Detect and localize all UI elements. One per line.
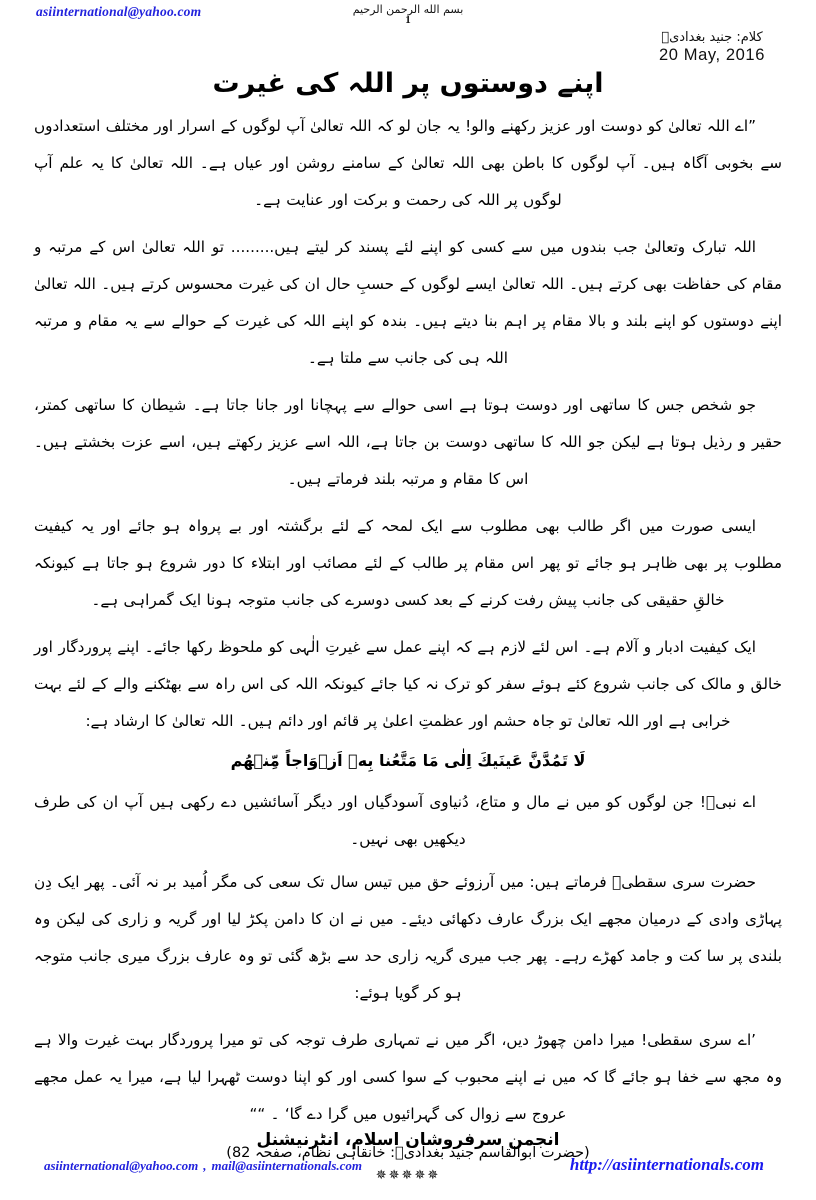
paragraph: ”اے اللہ تعالیٰ کو دوست اور عزیز رکھنے والو! یہ جان لو کہ اللہ تعالیٰ آپ لوگوں کے اسرار اور مختلف استعدادوں سے بخوبی آگاہ ہیں۔ آپ لوگوں کا باطن بھی اللہ تعالیٰ کے سامنے روشن اور عیاں ہے۔ اللہ تعالیٰ کا یہ علم آپ لوگوں پر اللہ کی رحمت و برکت اور عنایت ہے۔ <box>34 117 782 209</box>
paragraph: جو شخص جس کا ساتھی اور دوست ہوتا ہے اسی حوالے سے پہچانا اور جانا جاتا ہے۔ شیطان کا ساتھی کمتر، حقیر و رذیل ہوتا ہے لیکن جو اللہ کا ساتھی دوست بن جاتا ہے، اللہ اسے عزیز رکھتے ہیں، اسے عزت بخشتے ہیں۔ اس کا مقام و مرتبہ بلند فرماتے ہیں۔ <box>34 396 782 488</box>
footer-email-1[interactable]: asiinternational@yahoo.com <box>44 1158 199 1173</box>
publication-date: 20 May, 2016 <box>659 46 765 65</box>
footer-email-2[interactable]: mail@asiinternationals.com <box>211 1158 363 1173</box>
paragraph: حضرت سری سقطیؒ فرماتے ہیں: میں آرزوئے حق میں تیس سال تک سعی کی مگر اُمید بر نہ آئی۔ پھر ایک دِن پہاڑی وادی کے درمیان مجھے ایک بزرگ عارف دکھائی دیئے۔ میں نے ان کا دامن پکڑ لیا اور گریہ و زاری کی لیکن وہ بلندی پر سا کت و جامد کھڑے رہے۔ پھر جب میری گریہ زاری حد سے بڑھ گئی تو وہ عارف بزرگ میری جانب متوجہ ہو کر گویا ہوئے: <box>34 873 782 1002</box>
organization-name: انجمن سرفروشان اسلام، انٹرنیشنل <box>256 1130 560 1150</box>
paragraph: ایک کیفیت ادبار و آلام ہے۔ اس لئے لازم ہے کہ اپنے عمل سے غیرتِ الٰہی کو ملحوظ رکھا جائے۔ اپنے پروردگار اور خالق و مالک کی جانب شروع کئے ہوئے سفر کو ترک نہ کیا جائے کیونکہ اللہ کی اس راہ سے بھٹکنے والے کے لئے بہت خرابی ہے اور اللہ تعالیٰ تو جاہ حشم اور عظمتِ اعلیٰ پر قائم اور دائم ہیں۔ اللہ تعالیٰ کا ارشاد ہے: <box>34 638 782 730</box>
title-block <box>0 28 816 98</box>
paragraph: اے نبیؐ! جن لوگوں کو میں نے مال و متاع، دُنیاوی آسودگیاں اور دیگر آسائشیں دے رکھی ہیں آپ ان کی طرف دیکھیں بھی نہیں۔ <box>34 793 756 848</box>
author-attribution: کلام: جنید بغدادیؒ <box>661 30 763 45</box>
diamond-ornament-icon: ✵✵✵✵✵ <box>375 1168 441 1183</box>
footer-links <box>0 1155 816 1182</box>
paragraph: ایسی صورت میں اگر طالب بھی مطلوب سے ایک لمحہ کے لئے برگشتہ اور بے پرواہ ہو جائے اور یہ کیفیت مطلوب پر بھی ظاہر ہو جائے تو پھر اس مقام پر طالب کے لئے مصائب اور ابتلاء کا دور شروع ہو جاتا ہے کیونکہ خالقِ حقیقی کی جانب پیش رفت کرنے کے بعد کسی دوسرے کی جانب متوجہ ہونا ایک گمراہی ہے۔ <box>34 517 782 609</box>
footer-email-group <box>44 1158 362 1174</box>
page-title: اپنے دوستوں پر اللہ کی غیرت <box>212 68 604 100</box>
bismillah-block <box>0 4 816 26</box>
page-footer <box>0 1130 816 1182</box>
source-attribution: (حضرت ابوالقاسم جنید بغدادیؒ: خانقاہی نظام، صفحہ 82) <box>226 1145 590 1161</box>
paragraph: اللہ تبارک وتعالیٰ جب بندوں میں سے کسی کو اپنے لئے پسند کر لیتے ہیں......... تو اللہ تعالیٰ اس کے مرتبہ و مقام کی حفاظت بھی کرتے ہیں۔ اللہ تعالیٰ ایسے لوگوں کے حسبِ حال ان کی غیرت محسوس کرتے ہیں۔ اللہ تعالیٰ اپنے دوستوں کو اپنے بلند و بالا مقام پر اہم بنا دیتے ہیں۔ بندہ کو اپنے اللہ کی غیرت کے حوالے سے یہ مقام و مرتبہ اللہ ہی کی جانب سے ملتا ہے۔ <box>34 238 782 367</box>
top-contact-email[interactable]: asiinternational@yahoo.com <box>36 4 202 19</box>
author-date-block <box>622 30 802 65</box>
quran-verse: لَا تَمُدَّنَّ عَينَيكَ اِلٰى مَا مَتَّعُنا بِهٖ اَزۡوَاجاً مِّنۡهُم <box>230 751 586 770</box>
footer-email-separator: , <box>203 1158 207 1173</box>
article-body <box>34 108 782 1186</box>
page-number: 1 <box>405 14 411 27</box>
footer-website-link[interactable]: http://asiinternationals.com <box>569 1155 764 1174</box>
paragraph: ’اے سری سقطی! میرا دامن چھوڑ دیں، اگر میں نے تمہاری طرف توجہ کی تو میرا پروردگار بہت غیرت والا ہے وہ مجھ سے خفا ہو جائے گا کہ میں نے اپنے محبوب کے سوا کسی اور کو اپنا دوست ٹھہرا لیا ہے، میرا یہ عمل مجھے عروج سے زوال کی گہرائیوں میں گرا دے گا‘ ۔ ““ <box>34 1031 782 1123</box>
bismillah-text: بسم الله الرحمن الرحيم <box>352 3 464 16</box>
